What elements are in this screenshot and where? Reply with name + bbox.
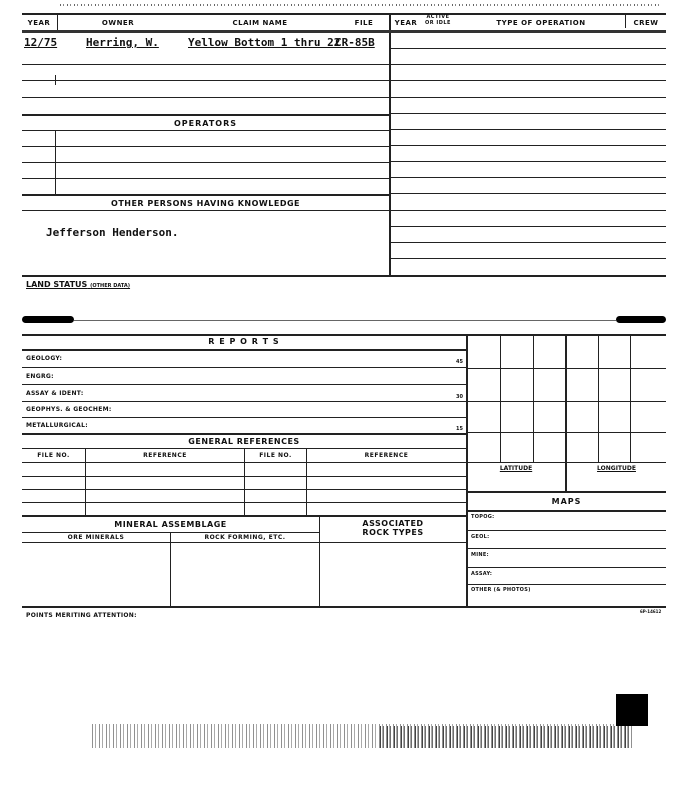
associated-rock-types-2: ROCK TYPES [362, 528, 424, 537]
report-geology-num: 45 [456, 359, 463, 365]
map-mine: MINE: [471, 552, 489, 558]
report-assay: ASSAY & IDENT: [26, 390, 84, 397]
redaction-right [616, 316, 666, 323]
header-claim-name: CLAIM NAME [232, 19, 288, 27]
land-status-heading [26, 280, 130, 289]
ref-col-file-1: FILE NO. [37, 452, 70, 459]
associated-rock-types-1: ASSOCIATED [362, 519, 424, 528]
ref-col-reference-1: REFERENCE [143, 452, 187, 459]
other-persons-heading: OTHER PERSONS HAVING KNOWLEDGE [111, 199, 300, 208]
mineral-col-rock-forming: ROCK FORMING, ETC. [204, 534, 286, 541]
report-metallurgical: METALLURGICAL: [26, 422, 88, 429]
header-year: YEAR [27, 19, 51, 27]
general-references-heading: GENERAL REFERENCES [188, 437, 300, 446]
header-file: FILE [354, 19, 374, 27]
header-owner: OWNER [101, 19, 135, 27]
map-assay: ASSAY: [471, 571, 493, 577]
mineral-assemblage-heading: MINERAL ASSEMBLAGE [114, 520, 227, 529]
record-claim-name: Yellow Bottom 1 thru 22 [188, 36, 341, 49]
ref-col-reference-2: REFERENCE [364, 452, 409, 459]
land-status-label: LAND STATUS [26, 280, 88, 289]
form-number: 6P-14612 [640, 609, 662, 614]
scan-noise-top [60, 4, 660, 6]
map-topog: TOPOG: [471, 514, 495, 520]
land-status-sub: (OTHER DATA) [90, 283, 131, 289]
reports-heading: R E P O R T S [208, 337, 280, 346]
ref-col-file-2: FILE NO. [259, 452, 292, 459]
latitude-label: LATITUDE [499, 465, 533, 472]
points-meriting-attention: POINTS MERITING ATTENTION: [26, 612, 137, 619]
record-year: 12/75 [24, 36, 58, 49]
report-assay-num: 30 [456, 394, 463, 400]
record-owner: Herring, W. [86, 36, 159, 49]
header-active-2: OR IDLE [425, 20, 451, 26]
maps-heading: MAPS [551, 497, 582, 506]
report-engrg: ENGRG: [26, 373, 54, 380]
map-other: OTHER (& PHOTOS) [471, 587, 531, 593]
scan-block [616, 694, 648, 726]
record-file: CR-85B [335, 36, 375, 49]
report-geophys: GEOPHYS. & GEOCHEM: [26, 406, 112, 413]
header-type-of-operation: TYPE OF OPERATION [496, 19, 586, 27]
scan-noise-bottom-dense [380, 726, 630, 748]
top-rule [22, 13, 666, 15]
report-geology: GEOLOGY: [26, 355, 63, 362]
other-persons-value: Jefferson Henderson. [46, 226, 179, 239]
map-geol: GEOL: [471, 534, 490, 540]
header-active-1: ACTIVE [426, 14, 450, 20]
redaction-left [22, 316, 74, 323]
mineral-col-ore: ORE MINERALS [67, 534, 125, 541]
header-crew: CREW [633, 19, 659, 27]
operators-heading: OPERATORS [173, 119, 238, 128]
report-metallurgical-num: 15 [456, 426, 463, 432]
header-year-2: YEAR [394, 19, 418, 27]
longitude-label: LONGITUDE [597, 465, 636, 472]
